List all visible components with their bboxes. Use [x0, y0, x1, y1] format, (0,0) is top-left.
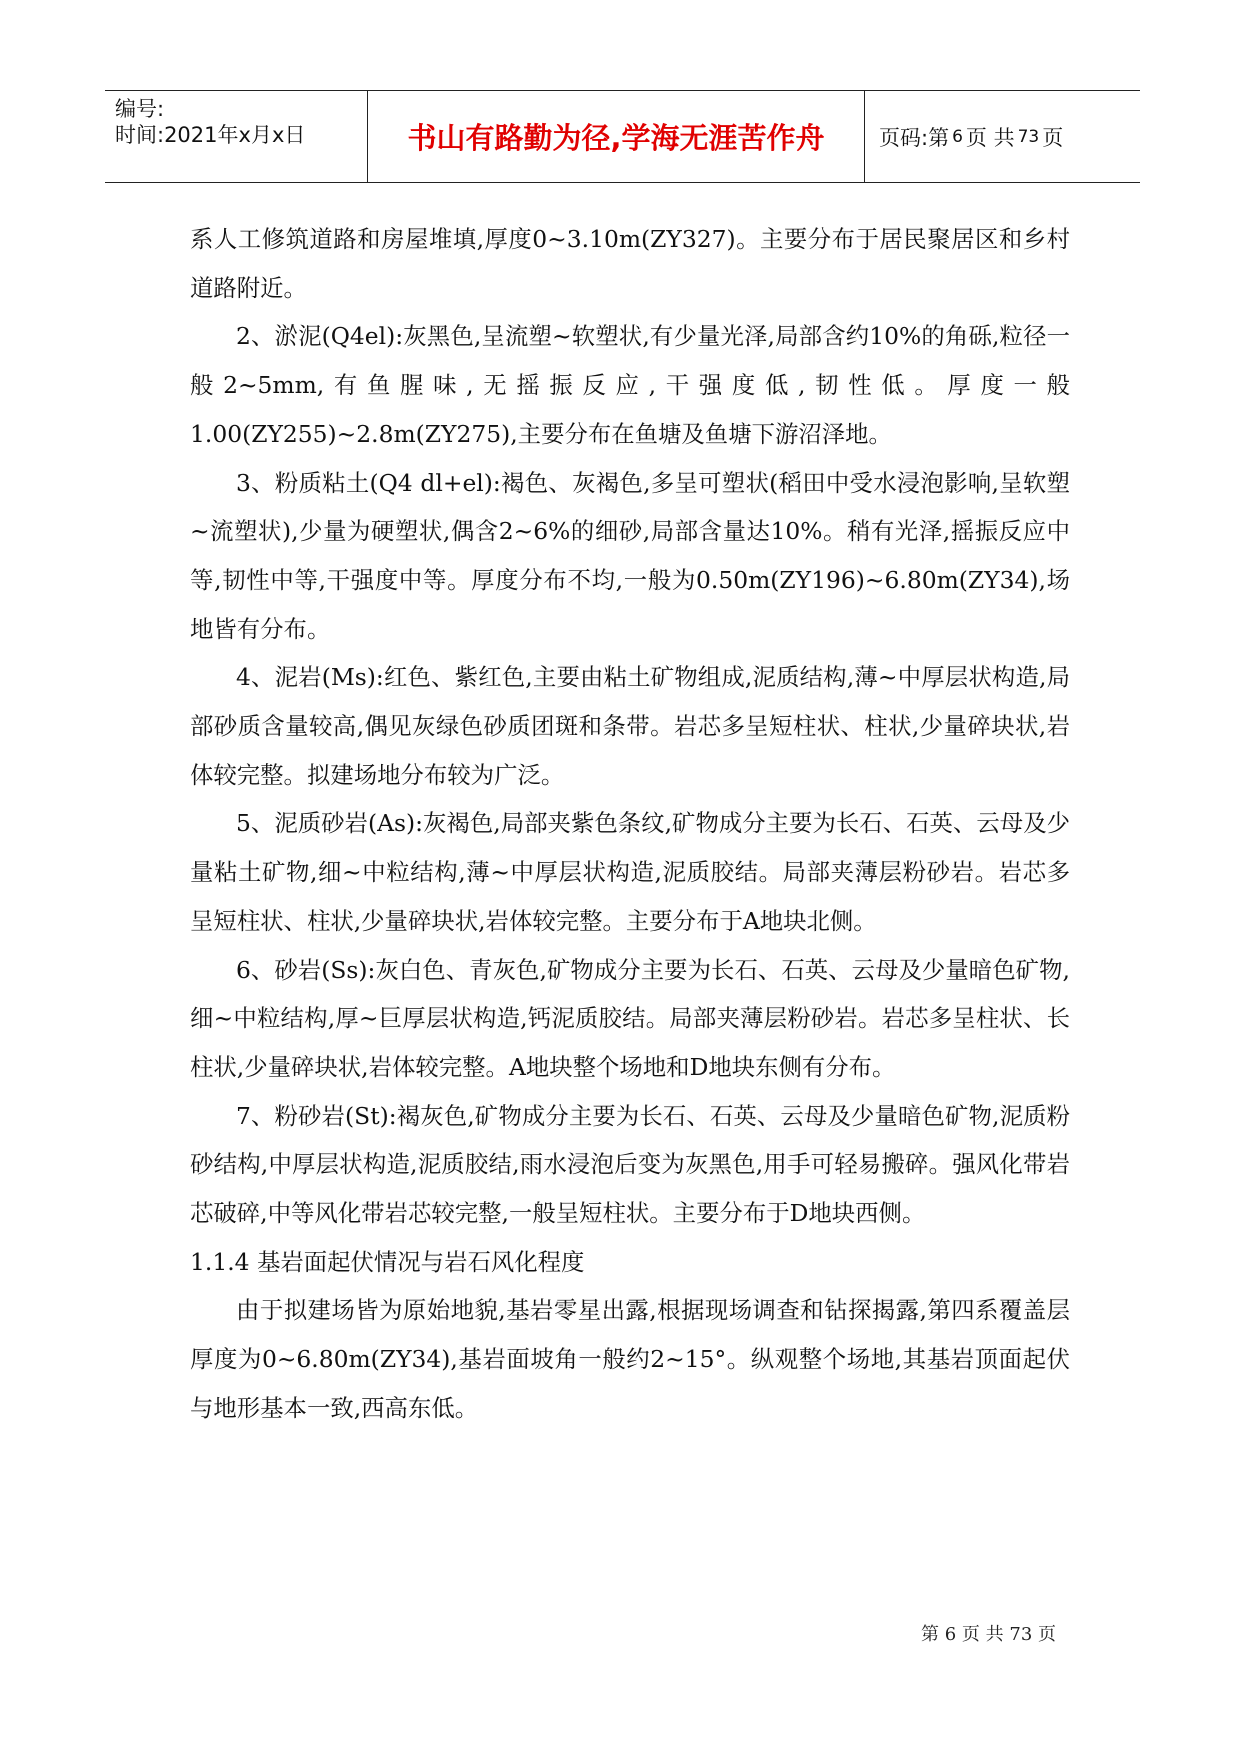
page-header: [105, 90, 1140, 183]
header-motto-cell: [368, 91, 865, 182]
section-heading: 1.1.4 基岩面起伏情况与岩石风化程度: [190, 1247, 585, 1276]
header-meta-cell: [105, 91, 368, 182]
page-middle: 页 共: [965, 125, 1015, 150]
body-paragraph: 4、泥岩(Ms):红色、紫红色,主要由粘土矿物组成,泥质结构,薄~中厚层状构造,局部砂质含量较高,偶见灰绿色砂质团斑和条带。岩芯多呈短柱状、柱状,少量碎块状,岩体较完整。拟建场地分布较为广泛。: [190, 663, 1070, 789]
page-current: 6: [952, 126, 963, 147]
body-paragraph: 7、粉砂岩(St):褐灰色,矿物成分主要为长石、石英、云母及少量暗色矿物,泥质粉砂结构,中厚层状构造,泥质胶结,雨水浸泡后变为灰黑色,用手可轻易搬碎。强风化带岩芯破碎,中等风化带岩芯较完整,一般呈短柱状。主要分布于D地块西侧。: [190, 1101, 1070, 1228]
header-page-cell: [865, 91, 1140, 182]
document-time-label: 时间:2021年x月x日: [115, 123, 306, 147]
body-paragraph: 由于拟建场皆为原始地貌,基岩零星出露,根据现场调查和钻探揭露,第四系覆盖层厚度为0~6.80m(ZY34),基岩面坡角一般约2~15°。纵观整个场地,其基岩顶面起伏与地形基本一致,西高东低。: [190, 1296, 1070, 1422]
body-paragraph: 6、砂岩(Ss):灰白色、青灰色,矿物成分主要为长石、石英、云母及少量暗色矿物,细~中粒结构,厚~巨厚层状构造,钙泥质胶结。局部夹薄层粉砂岩。岩芯多呈柱状、长柱状,少量碎块状,岩体较完整。A地块整个场地和D地块东侧有分布。: [190, 955, 1070, 1081]
page-footer: 第 6 页 共 73 页: [921, 1624, 1056, 1645]
body-paragraph: 5、泥质砂岩(As):灰褐色,局部夹紫色条纹,矿物成分主要为长石、石英、云母及少量粘土矿物,细~中粒结构,薄~中厚层状构造,泥质胶结。局部夹薄层粉砂岩。岩芯多呈短柱状、柱状,少量碎块状,岩体较完整。主要分布于A地块北侧。: [190, 809, 1070, 935]
page-total: 73: [1017, 126, 1040, 147]
body-paragraph: 3、粉质粘土(Q4 dl+el):褐色、灰褐色,多呈可塑状(稻田中受水浸泡影响,呈软塑~流塑状),少量为硬塑状,偶含2~6%的细砂,局部含量达10%。稍有光泽,摇振反应中等,韧性中等,干强度中等。厚度分布不均,一般为0.50m(ZY196)~6.80m(ZY34),场地皆有分布。: [190, 468, 1070, 643]
body-paragraph: 2、淤泥(Q4el):灰黑色,呈流塑~软塑状,有少量光泽,局部含约10%的角砾,粒径一般2~5mm,有鱼腥味,无摇振反应,干强度低,韧性低。厚度一般1.00(ZY255)~2.8m(ZY275),主要分布在鱼塘及鱼塘下游沼泽地。: [190, 322, 1070, 448]
document-number-label: 编号:: [115, 97, 165, 121]
document-body: [190, 215, 1070, 1433]
body-paragraph: 系人工修筑道路和房屋堆填,厚度0~3.10m(ZY327)。主要分布于居民聚居区和乡村道路附近。: [190, 225, 1070, 302]
page-prefix: 页码:第: [879, 125, 950, 150]
page-suffix: 页: [1042, 125, 1064, 150]
header-motto: 书山有路勤为径,学海无涯苦作舟: [407, 121, 825, 155]
